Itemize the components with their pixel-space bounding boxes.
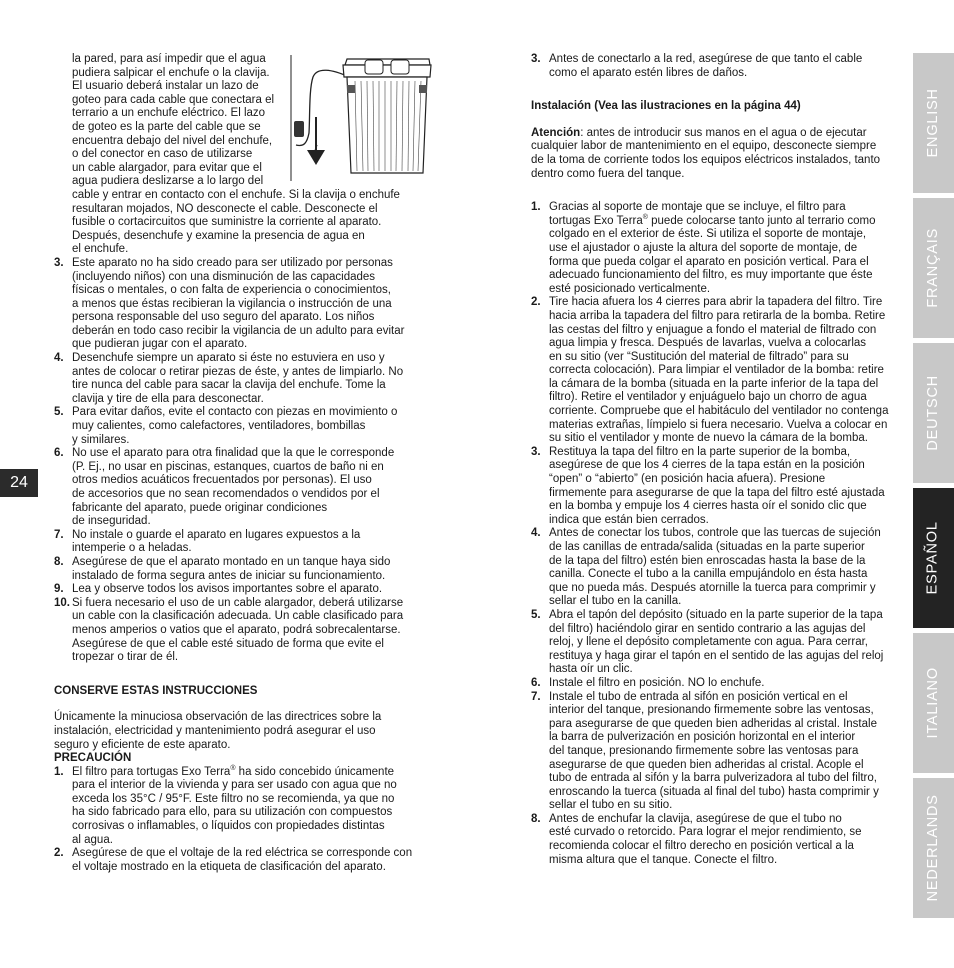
text-line: restituya y haga girar el tapón en el sentido de las agujas del reloj — [549, 649, 884, 662]
text-line: persona responsable del uso seguro del aparato. Los niños — [72, 311, 375, 324]
text-line: encuentra debajo del nivel del enchufe, — [72, 134, 273, 147]
safety-item — [54, 529, 424, 556]
text-line: Asegúrese de que el aparato montado en un tanque haya sido — [72, 555, 391, 568]
text-line: exceda los 35°C / 95°F. Este filtro no se recomienda, ya que no — [72, 792, 395, 805]
text-line: de las canillas de entrada/salida (situadas en la parte superior — [549, 541, 865, 553]
text-line: de inseguridad. — [72, 515, 151, 528]
attention-label: Atención — [531, 126, 581, 139]
text-line: materias extrañas, límpielo si fuera necesario. Vuelva a colocar en — [549, 418, 888, 431]
item-number: 2. — [531, 296, 541, 309]
item-number: 1. — [54, 765, 64, 778]
text-line: El filtro para tortugas Exo Terra® ha sido concebido únicamente — [72, 764, 395, 778]
text-line: físicas o mentales, o con falta de experiencia o conocimientos, — [72, 284, 391, 297]
text-line: forma que pueda colgar el aparato en posición vertical. Para el — [549, 255, 869, 268]
text-line: hacia arriba la tapadera del filtro para retirarla de la bomba. Retire — [549, 309, 886, 322]
lang-tab-0[interactable] — [913, 53, 954, 193]
text-line: corrosivas o inflamables, o líquidos con propiedades distintas — [72, 820, 385, 833]
text-line: dentro como fuera del tanque. — [531, 167, 685, 180]
text-line: Instale el filtro en posición. NO lo enchufe. — [549, 676, 765, 689]
text-line: asegúrese de que los 4 cierres de la tapa están en la posición — [549, 459, 865, 472]
text-line: Asegúrese de que el voltaje de la red eléctrica se corresponde con — [72, 847, 413, 860]
text-line: a menos que éstas recibieran la vigilancia o instrucción de una — [72, 297, 392, 310]
text-line: que no pueda más. Después atornille la tuerca para comprimir y — [549, 581, 876, 594]
text-line: de la toma de corriente todos los equipos eléctricos instalados, tanto — [531, 153, 881, 166]
text-line: agua pudiera deslizarse a lo largo del — [72, 175, 264, 188]
drip-loop-text — [54, 53, 424, 257]
language-tabs — [913, 53, 954, 913]
text-line: goteo para cada cable que conectara el — [72, 93, 275, 106]
left-column — [54, 53, 424, 874]
item-number: 6. — [54, 447, 64, 460]
safety-item — [54, 583, 424, 597]
text-line: Instale el tubo de entrada al sifón en posición vertical en el — [549, 690, 848, 703]
text-line: antes de colocar o retirar piezas de éste, y antes de limpiarlo. No — [72, 365, 404, 378]
text-line: o del conector en caso de utilizarse — [72, 148, 253, 161]
item-number: 3. — [54, 256, 64, 269]
text-line: misma altura que el tanque. Conecte el filtro. — [549, 853, 778, 866]
installation-heading: Instalación (Vea las ilustraciones en la página 44) — [531, 100, 801, 113]
text-line: intemperie o a heladas. — [72, 542, 192, 555]
text-line: sellar el tubo en su sitio. — [549, 799, 673, 812]
safety-item — [54, 597, 424, 665]
item-number: 7. — [54, 528, 64, 541]
text-line: Abra el tapón del depósito (situado en la parte superior de la tapa — [549, 608, 883, 621]
text-line: asegurarse de que queden bien adheridas al cristal. Acople el — [549, 758, 864, 771]
text-line: indica que están bien cerrados. — [549, 513, 709, 526]
text-line: Antes de conectar los tubos, controle que las tuercas de sujeción — [549, 527, 881, 540]
text-line: Antes de conectarlo a la red, asegúrese de que tanto el cable — [549, 53, 863, 65]
installation-step — [531, 201, 896, 296]
item-number: 5. — [531, 608, 541, 621]
item-number: 3. — [531, 445, 541, 458]
safety-item — [54, 352, 424, 406]
text-line: tropezar o tirar de él. — [72, 651, 179, 664]
text-line: de la tapa del filtro) estén bien enroscadas hasta la base de la — [549, 554, 866, 567]
text-line: fusible o cortacircuitos que suministre la corriente al aparato. — [72, 216, 382, 229]
safety-item — [54, 257, 424, 352]
text-line: No use el aparato para otra finalidad que la que le corresponde — [72, 447, 395, 460]
text-line: y similares. — [72, 433, 130, 446]
item-number: 1. — [531, 201, 541, 214]
text-line: las cestas del filtro y enjuague a fondo el material de filtrado con — [549, 323, 877, 336]
text-line: muy calientes, como calefactores, ventiladores, bombillas — [72, 420, 366, 433]
safety-item — [54, 406, 424, 447]
item-number: 3. — [531, 53, 541, 65]
page-number: 24 — [0, 469, 38, 497]
text-line: la cámara de la bomba (situada en la parte inferior de la tapa del — [549, 377, 879, 390]
text-line: Este aparato no ha sido creado para ser utilizado por personas — [72, 256, 393, 269]
text-line: en su sitio (ver “Sustitución del material de filtrado” para su — [549, 350, 849, 363]
text-line: (P. Ej., no usar en piscinas, estanques, cuartos de baño ni en — [72, 460, 384, 473]
right-column — [531, 53, 896, 867]
text-line: Antes de enchufar la clavija, asegúrese de que el tubo no — [549, 812, 842, 825]
text-line: use el ajustador o ajuste la altura del soporte de montaje, de — [549, 241, 858, 254]
text-line: adecuado funcionamiento del filtro, es muy importante que éste — [549, 269, 873, 282]
text-line: tire nunca del cable para sacar la clavija del enchufe. Tome la — [72, 379, 386, 392]
text-line: agua limpia y fresca. Después de lavarlas, vuelva a colocarlas — [549, 337, 867, 350]
text-line: enroscando la tuerca (situada al final del tubo) hasta comprimir y — [549, 785, 879, 798]
text-line: firmemente para asegurarse de que la tapa del filtro esté ajustada — [549, 486, 885, 499]
text-line: otros medios acuáticos frecuentados por personas). El uso — [72, 474, 372, 487]
text-line: Únicamente la minuciosa observación de las directrices sobre la — [54, 711, 382, 724]
text-line: hasta oír un clic. — [549, 663, 633, 676]
text-line: “open” o “abierto” (en posición hacia afuera). Presione — [549, 473, 826, 486]
text-line: colgado en el exterior de éste. Si utiliza el soporte de montaje, — [549, 228, 867, 241]
text-line: el voltaje mostrado en la etiqueta de clasificación del aparato. — [72, 860, 386, 873]
text-line: recomienda colocar el filtro derecho en posición vertical a la — [549, 840, 854, 853]
text-line: instalación, electricidad y mantenimiento podrá asegurar el uso — [54, 724, 376, 737]
lang-tab-4[interactable] — [913, 633, 954, 773]
text-line: menos amperios o vatios que el aparato, podrá sobrecalentarse. — [72, 623, 401, 636]
safety-item — [54, 447, 424, 529]
text-line: (incluyendo niños) con una disminución de las capacidades — [72, 270, 376, 283]
installation-step — [531, 446, 896, 528]
lang-tab-5[interactable] — [913, 778, 954, 918]
item-number: 5. — [54, 406, 64, 419]
item-number: 7. — [531, 690, 541, 703]
item-number: 8. — [54, 555, 64, 568]
text-line: cualquier labor de mantenimiento en el equipo, desconecte siempre — [531, 140, 877, 153]
text-line: del tanque, presionando firmemente sobre las ventosas para — [549, 744, 859, 757]
item-number: 4. — [54, 352, 64, 365]
text-line: corriente. Compruebe que el habitáculo del ventilador no contenga — [549, 405, 889, 418]
text-line: al agua. — [72, 833, 113, 846]
text-line: filtro). Retire el ventilador y enjuáguelo bajo un chorro de agua — [549, 391, 867, 404]
lang-tab-1[interactable] — [913, 198, 954, 338]
text-line: resultaran mojados, NO desconecte el cable. Desconecte el — [72, 202, 378, 215]
installation-step — [531, 527, 896, 609]
installation-step — [531, 296, 896, 446]
text-line: pudiera salpicar el enchufe o la clavija. — [72, 66, 270, 79]
text-line: Restituya la tapa del filtro en la parte superior de la bomba, — [549, 445, 851, 458]
installation-step — [531, 609, 896, 677]
text-line: como el aparato estén libres de daños. — [549, 66, 748, 79]
installation-step — [531, 813, 896, 867]
text-line: seguro y eficiente de este aparato. — [54, 738, 231, 751]
text-line: Después, desenchufe y examine la presencia de agua en — [72, 229, 365, 242]
text-line: del filtro) haciéndolo girar en sentido contrario a las agujas del — [549, 622, 866, 635]
conserve-heading: CONSERVE ESTAS INSTRUCCIONES — [54, 684, 258, 697]
text-line: correcta colocación). Para limpiar el ventilador de la bomba: retire — [549, 364, 884, 377]
caution-item — [54, 847, 424, 874]
safety-item — [531, 53, 896, 80]
item-number: 2. — [54, 847, 64, 860]
text-line: Gracias al soporte de montaje que se incluye, el filtro para — [549, 201, 846, 214]
text-line: cable y entrar en contacto con el enchufe. Si la clavija o enchufe — [72, 188, 400, 201]
text-line: tubo de entrada al sifón y la barra pulverizadora al tubo del filtro, — [549, 772, 877, 785]
attention-text: : antes de introducir sus manos en el agua o de ejecutar — [580, 126, 867, 139]
text-line: la barra de pulverización en posición horizontal en el interior — [549, 731, 856, 744]
text-line: esté posicionado verticalmente. — [549, 282, 711, 295]
item-number: 6. — [531, 676, 541, 689]
text-line: esté curvado o retorcido. Para lograr el mejor rendimiento, se — [549, 826, 862, 839]
item-number: 4. — [531, 527, 541, 540]
text-line: No instale o guarde el aparato en lugares expuestos a la — [72, 528, 361, 541]
text-line: Asegúrese de que el cable esté situado de forma que evite el — [72, 637, 384, 650]
text-line: de accesorios que no sean recomendados o vendidos por el — [72, 488, 380, 500]
lang-tab-label: ITALIANO — [924, 667, 941, 739]
item-number: 8. — [531, 812, 541, 825]
precaucion-heading: PRECAUCIÓN — [54, 752, 132, 765]
installation-step — [531, 677, 896, 691]
installation-step — [531, 691, 896, 813]
text-line: clavija y tire de ella para desconectar. — [72, 392, 264, 405]
text-line: un cable alargador, para evitar que el — [72, 161, 262, 174]
text-line: Desenchufe siempre un aparato si éste no estuviera en uso y — [72, 352, 385, 365]
text-line: para asegurarse de que queden bien adheridas al cristal. Instale — [549, 717, 877, 730]
text-line: canilla. Conecte el tubo a la canilla empujándolo en ésta hasta — [549, 568, 868, 581]
text-line: terrario a un enchufe eléctrico. El lazo — [72, 107, 266, 120]
text-line: deberán en todo caso recibir la vigilancia de un adulto para evitar — [72, 324, 405, 337]
text-line: interior del tanque, presionando firmemente sobre las ventosas, — [549, 704, 874, 717]
lang-tab-3[interactable] — [913, 488, 954, 628]
attention-paragraph — [531, 127, 896, 181]
lang-tab-label: NEDERLANDS — [924, 794, 941, 902]
lang-tab-label: FRANÇAIS — [924, 228, 941, 308]
text-line: en la bomba y empuje los 4 cierres hasta oír el sonido clic que — [549, 500, 867, 513]
item-number: 10. — [54, 596, 70, 609]
text-line: ha sido fabricado para ello, para su utilización con compuestos — [72, 806, 393, 819]
item-number: 9. — [54, 583, 64, 596]
text-line: su sitio el ventilador y monte de nuevo la cámara de la bomba. — [549, 432, 868, 445]
text-line: un cable con la clasificación adecuada. Un cable clasificado para — [72, 610, 404, 623]
lang-tab-2[interactable] — [913, 343, 954, 483]
text-line: Tire hacia afuera los 4 cierres para abrir la tapadera del filtro. Tire — [549, 296, 883, 309]
text-line: Para evitar daños, evite el contacto con piezas en movimiento o — [72, 406, 398, 419]
text-line: sellar el tubo en la canilla. — [549, 595, 682, 608]
text-line: El usuario deberá instalar un lazo de — [72, 80, 259, 93]
caution-item — [54, 766, 424, 848]
text-line: instalado de forma segura antes de iniciar su funcionamiento. — [72, 569, 386, 582]
lang-tab-label: ENGLISH — [924, 88, 941, 158]
text-line: para el interior de la vivienda y para ser usado con agua que no — [72, 779, 397, 792]
text-line: reloj, y llene el depósito completamente con agua. Para cerrar, — [549, 636, 868, 649]
text-line: fabricante del aparato, puede originar condiciones — [72, 501, 328, 514]
text-line: Si fuera necesario el uso de un cable alargador, deberá utilizarse — [72, 596, 404, 609]
lang-tab-label: ESPAÑOL — [924, 521, 941, 595]
conserve-paragraph — [54, 711, 424, 752]
text-line: el enchufe. — [72, 243, 129, 256]
text-line: que pudieran jugar con el aparato. — [72, 338, 248, 351]
text-line: de goteo es la parte del cable que se — [72, 120, 261, 133]
safety-item — [54, 556, 424, 583]
text-line: tortugas Exo Terra® puede colocarse tanto junto al terrario como — [549, 213, 876, 227]
lang-tab-label: DEUTSCH — [924, 375, 941, 451]
text-line: Lea y observe todos los avisos importantes sobre el aparato. — [72, 583, 383, 596]
text-line: la pared, para así impedir que el agua — [72, 53, 266, 65]
